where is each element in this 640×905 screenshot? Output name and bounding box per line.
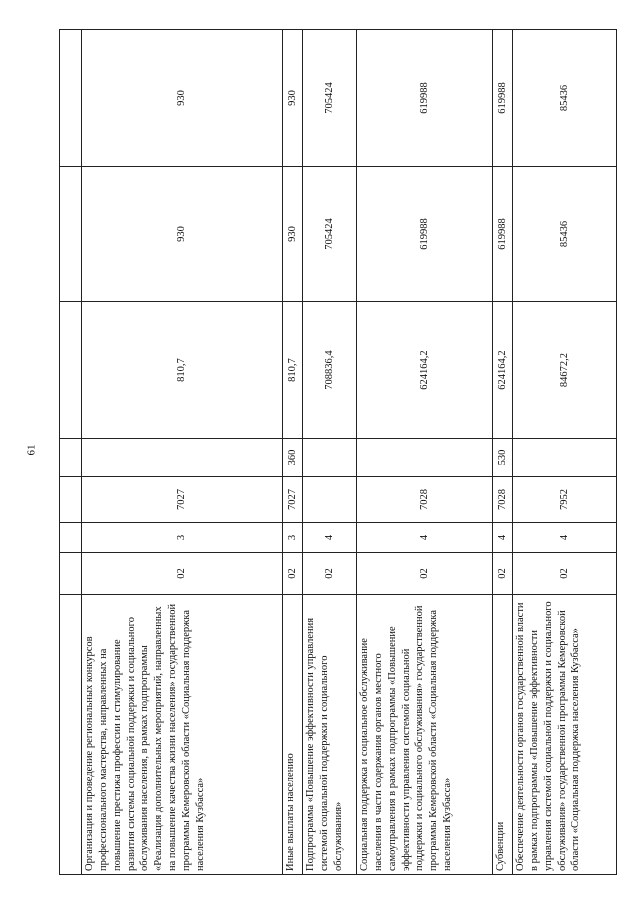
row-value-3: 619988	[357, 30, 493, 167]
row-value-1: 810,7	[283, 302, 303, 439]
budget-table	[59, 30, 616, 875]
row-value-3: 85436	[513, 30, 617, 167]
table-row	[357, 30, 493, 875]
row-value-1: 84672,2	[513, 302, 617, 439]
row-code-4	[513, 439, 617, 477]
row-code-2: 4	[513, 523, 617, 553]
row-code-2: 3	[82, 523, 283, 553]
row-code-4	[357, 439, 493, 477]
row-code-1: 02	[493, 553, 513, 595]
row-code-1: 02	[357, 553, 493, 595]
row-value-2: 85436	[513, 167, 617, 302]
table-row	[513, 30, 617, 875]
row-code-3	[303, 477, 357, 523]
row-code-2: 4	[357, 523, 493, 553]
row-name: Социальная поддержка и социальное обслуживание населения в части содержания органов местного самоуправления в рамках подпрограммы «Повышение эффективности управления системой социальной поддержки и социального обслуживания» государственной программы Кемеровской области «Социальная поддержка населения Кузбасса»	[357, 595, 493, 875]
row-code-1: 02	[303, 553, 357, 595]
row-code-4: 530	[493, 439, 513, 477]
row-code-2: 3	[283, 523, 303, 553]
table-row	[82, 30, 283, 875]
row-value-3: 705424	[303, 30, 357, 167]
row-value-2: 930	[82, 167, 283, 302]
row-code-3: 7027	[82, 477, 283, 523]
row-name: Обеспечение деятельности органов государственной власти в рамках подпрограммы «Повышение эффективности управления системой социальной поддержки и социального обслуживания» государственной программы Кемеровской области «Социальная поддержка населения Кузбасса»	[513, 595, 617, 875]
page-number: 61	[25, 444, 38, 456]
row-value-3: 619988	[493, 30, 513, 167]
row-code-1: 02	[513, 553, 617, 595]
row-code-4	[303, 439, 357, 477]
row-value-2: 619988	[493, 167, 513, 302]
row-value-1: 624164,2	[493, 302, 513, 439]
row-name: Субвенции	[493, 595, 513, 875]
row-code-2: 4	[303, 523, 357, 553]
row-name: Иные выплаты населению	[283, 595, 303, 875]
row-value-2: 705424	[303, 167, 357, 302]
row-code-3: 7952	[513, 477, 617, 523]
row-code-4	[82, 439, 283, 477]
row-value-3: 930	[82, 30, 283, 167]
row-name: Организация и проведение региональных конкурсов профессионального мастерства, направленных на повышение престижа профессии и стимулирование развития системы социальной поддержки и социального обслуживания населения, в рамках подпрограммы «Реализация дополнительных мероприятий, направленных на повышение качества жизни населения» государственной программы Кемеровской области «Социальная поддержка населения Кузбасса»	[82, 595, 283, 875]
row-value-1: 708836,4	[303, 302, 357, 439]
row-name: Подпрограмма «Повышение эффективности управления системой социальной поддержки и социального обслуживания»	[303, 595, 357, 875]
row-code-2: 4	[493, 523, 513, 553]
row-code-1: 02	[283, 553, 303, 595]
table-row	[303, 30, 357, 875]
row-code-3: 7027	[283, 477, 303, 523]
row-code-3: 7028	[493, 477, 513, 523]
row-value-2: 619988	[357, 167, 493, 302]
row-code-4: 360	[283, 439, 303, 477]
table-header-spacer	[60, 30, 82, 875]
table-row	[283, 30, 303, 875]
table-row	[493, 30, 513, 875]
row-code-1: 02	[82, 553, 283, 595]
row-code-3: 7028	[357, 477, 493, 523]
row-value-1: 624164,2	[357, 302, 493, 439]
row-value-1: 810,7	[82, 302, 283, 439]
row-value-2: 930	[283, 167, 303, 302]
row-value-3: 930	[283, 30, 303, 167]
